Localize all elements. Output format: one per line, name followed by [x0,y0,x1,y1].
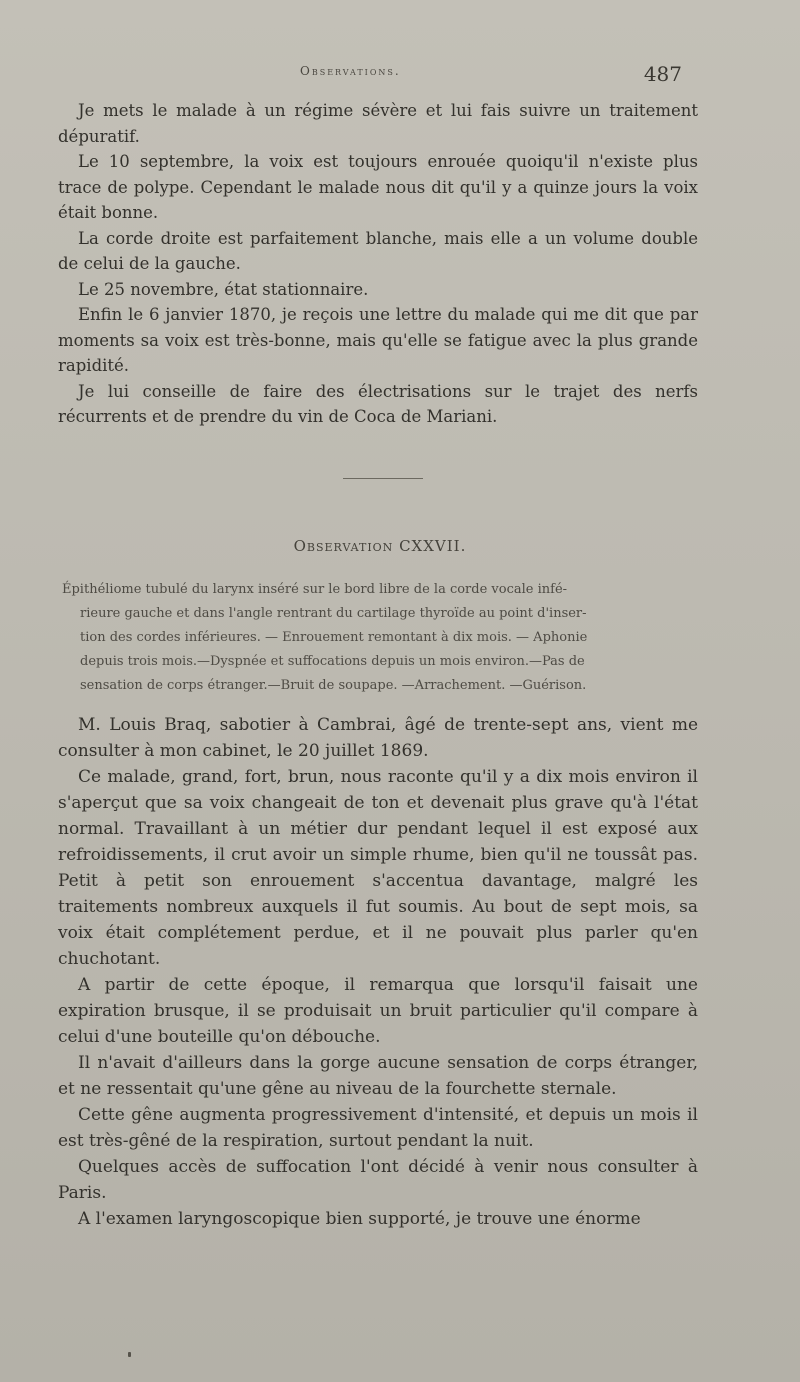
summary-line: sensation de corps étranger.—Bruit de soupape. —Arrachement. —Guérison. [80,678,587,693]
summary-line: Épithéliome tubulé du larynx inséré sur le bord libre de la corde vocale infé- [62,582,568,597]
running-title: Observations. [300,64,401,78]
paragraph: Je lui conseille de faire des électrisations sur le trajet des nerfs récurrents et de prendre du vin de Coca de Mariani. [58,381,698,426]
summary-line: tion des cordes inférieures. — Enrouement remontant à dix mois. — Aphonie [80,630,588,645]
paragraph: Je mets le malade à un régime sévère et lui fais suivre un traitement dépuratif. [58,101,698,146]
ink-mark [128,1352,131,1357]
paragraph: Le 25 novembre, état stationnaire. [78,279,369,299]
running-head [0,62,800,92]
paragraph: La corde droite est parfaitement blanche, mais elle a un volume double de celui de la gauche. [58,228,698,273]
paragraph: A partir de cette époque, il remarqua que lorsqu'il faisait une expiration brusque, il se produisait un bruit particulier qu'il compare à celui d'une bouteille qu'on débouche. [58,975,698,1047]
summary-line: depuis trois mois.—Dyspnée et suffocations depuis un mois environ.—Pas de [80,654,585,669]
section-divider [343,478,423,479]
paragraph: Quelques accès de suffocation l'ont décidé à venir nous consulter à Paris. [58,1157,698,1203]
observation-title: Observation CXXVII. [293,537,467,555]
paragraph: Ce malade, grand, fort, brun, nous raconte qu'il y a dix mois environ il s'aperçut que sa voix changeait de ton et devenait plus grave qu'à l'état normal. Travaillant à un métier dur pendant lequel il est exposé aux refroidissements, il crut avoir un simple rhume, bien qu'il ne toussât pas. Petit à petit son enrouement s'accentua davantage, malgré les traitements nombreux auxquels il fut soumis. Au bout de sept mois, sa voix était complétement perdue, et il ne pouvait plus parler qu'en chuchotant. [58,767,698,969]
paragraph: Le 10 septembre, la voix est toujours enrouée quoiqu'il n'existe plus trace de polype. Cependant le malade nous dit qu'il y a quinze jours la voix était bonne. [58,152,698,222]
page-number: 487 [643,62,682,86]
summary-line: rieure gauche et dans l'angle rentrant du cartilage thyroïde au point d'inser- [80,606,587,621]
observation-summary [62,578,702,698]
paragraph: M. Louis Braq, sabotier à Cambrai, âgé de trente-sept ans, vient me consulter à mon cabinet, le 20 juillet 1869. [58,715,698,761]
paragraph: Enfin le 6 janvier 1870, je reçois une lettre du malade qui me dit que par moments sa voix est très-bonne, mais qu'elle se fatigue avec la plus grande rapidité. [58,305,698,375]
previous-observation-text [58,98,698,430]
paragraph: A l'examen laryngoscopique bien supporté, je trouve une énorme [78,1209,641,1229]
paragraph: Il n'avait d'ailleurs dans la gorge aucune sensation de corps étranger, et ne ressentait qu'une gêne au niveau de la fourchette sternale. [58,1053,698,1099]
paragraph: Cette gêne augmenta progressivement d'intensité, et depuis un mois il est très-gêné de la respiration, surtout pendant la nuit. [58,1105,698,1151]
observation-body [58,712,698,1232]
